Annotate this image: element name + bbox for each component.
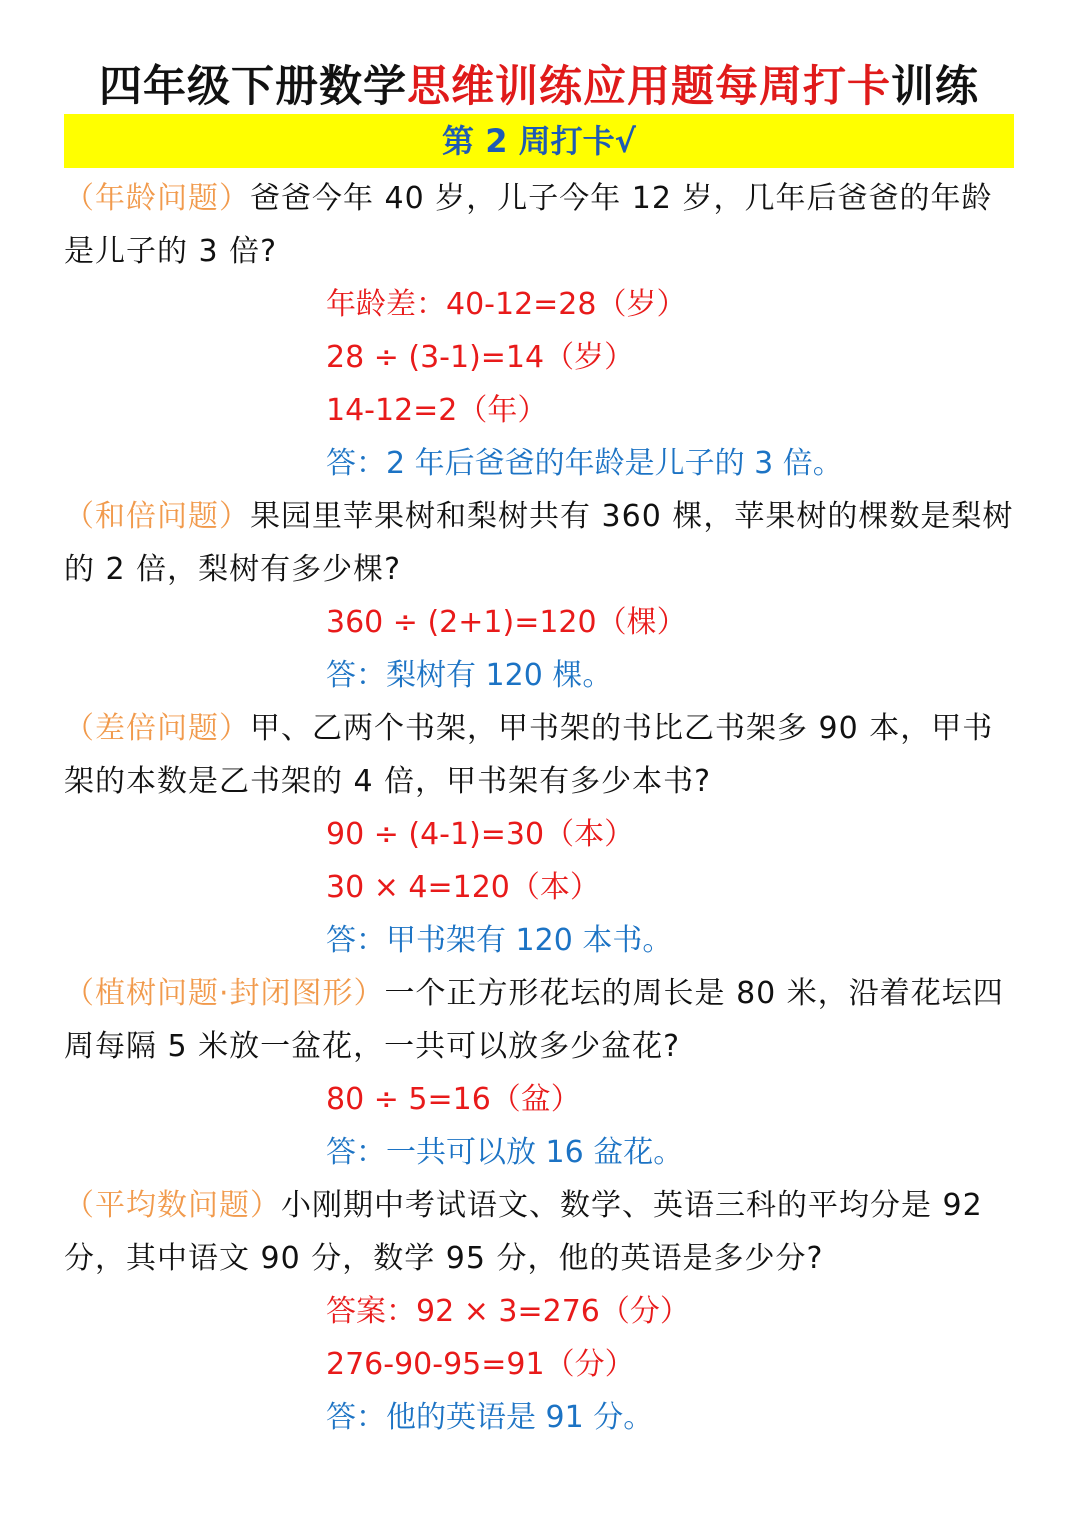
problem-list	[64, 172, 1014, 1444]
problem-tag: （年龄问题）	[64, 181, 250, 216]
week-label: 第 2 周打卡√	[442, 122, 636, 160]
solution-answer: 答：一共可以放 16 盆花。	[326, 1135, 684, 1170]
problem-tag: （和倍问题）	[64, 499, 250, 534]
problem-difference-multiple	[64, 702, 1014, 967]
problem-tag: （平均数问题）	[64, 1188, 281, 1223]
solution-step: 28 ÷ (3-1)=14（岁）	[326, 340, 635, 375]
title-part-2: 思维训练应用题每周打卡	[407, 62, 891, 112]
solution-step: 360 ÷ (2+1)=120（棵）	[326, 605, 687, 640]
solution-answer: 答：甲书架有 120 本书。	[326, 923, 673, 958]
title-part-3: 训练	[891, 62, 979, 112]
problem-text: 爸爸今年 40 岁，儿子今年 12 岁，几年后爸爸的年龄是儿子的 3 倍?	[64, 181, 993, 269]
solution-step: 14-12=2（年）	[326, 393, 548, 428]
problem-age	[64, 172, 1014, 490]
solution-step: 年龄差：40-12=28（岁）	[326, 287, 687, 322]
problem-text: 小刚期中考试语文、数学、英语三科的平均分是 92 分，其中语文 90 分，数学 95 分，他的英语是多少分?	[64, 1188, 983, 1276]
problem-statement	[64, 967, 1014, 1073]
problem-text: 甲、乙两个书架，甲书架的书比乙书架多 90 本，甲书架的本数是乙书架的 4 倍，甲书架有多少本书?	[64, 711, 994, 799]
solution-step: 80 ÷ 5=16（盆）	[326, 1082, 581, 1117]
problem-average	[64, 1179, 1014, 1444]
problem-text: 果园里苹果树和梨树共有 360 棵，苹果树的棵数是梨树的 2 倍，梨树有多少棵?	[64, 499, 1014, 587]
solution-step: 30 × 4=120（本）	[326, 870, 600, 905]
solution-answer: 答：他的英语是 91 分。	[326, 1400, 654, 1435]
title-part-1: 四年级下册数学	[99, 62, 407, 112]
problem-sum-multiple	[64, 490, 1014, 702]
solution-step: 276-90-95=91（分）	[326, 1347, 635, 1382]
problem-statement	[64, 702, 1014, 808]
problem-tree-planting	[64, 967, 1014, 1179]
solution-answer: 答：2 年后爸爸的年龄是儿子的 3 倍。	[326, 446, 843, 481]
solution-step: 答案：92 × 3=276（分）	[326, 1294, 690, 1329]
solution-step: 90 ÷ (4-1)=30（本）	[326, 817, 635, 852]
problem-tag: （植树问题·封闭图形）	[64, 976, 385, 1011]
problem-statement	[64, 1179, 1014, 1285]
problem-tag: （差倍问题）	[64, 711, 250, 746]
problem-text: 一个正方形花坛的周长是 80 米，沿着花坛四周每隔 5 米放一盆花，一共可以放多少盆花?	[64, 976, 1004, 1064]
problem-statement	[64, 490, 1014, 596]
solution-answer: 答：梨树有 120 棵。	[326, 658, 613, 693]
problem-statement	[64, 172, 1014, 278]
week-banner	[64, 114, 1014, 168]
page-title	[64, 0, 1014, 114]
